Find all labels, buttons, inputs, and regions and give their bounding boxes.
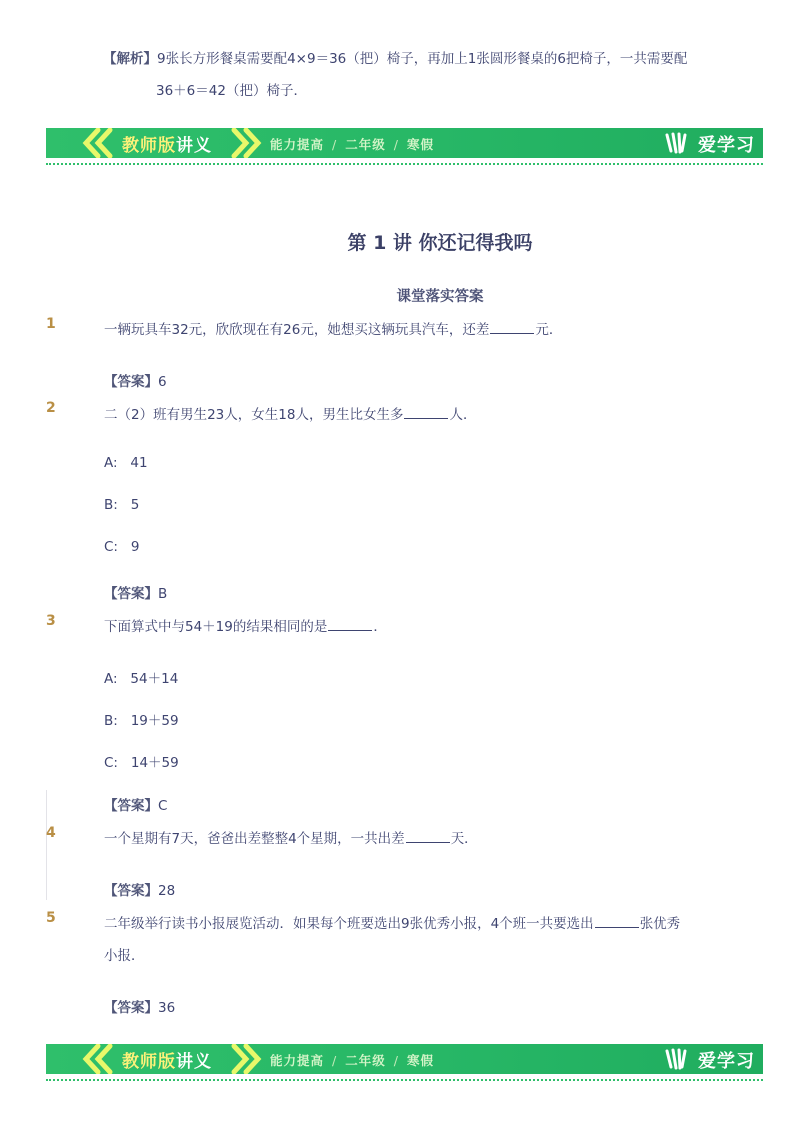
brand-logo-text: 爱学习	[698, 1051, 755, 1072]
crumb-term: 寒假	[406, 1053, 434, 1068]
banner-breadcrumb	[270, 135, 434, 153]
question-number: 2	[46, 400, 56, 416]
chevron-right-icon	[226, 128, 266, 158]
question-stem: 一个星期有7天，爸爸出差整整4个星期，一共出差	[104, 831, 405, 847]
question-stem-end: ．	[373, 619, 387, 635]
banner-title-part1: 教师版	[122, 136, 176, 156]
option-item	[104, 667, 178, 687]
analysis-text: 9张长方形餐桌需要配4×9＝36（把）椅子，再加上1张圆形餐桌的6把椅子，一共需要配	[157, 51, 688, 67]
analysis-tag: 【解析】	[103, 51, 157, 67]
question-stem: 下面算式中与54＋19的结果相同的是	[104, 619, 328, 635]
question-text	[104, 615, 387, 635]
option-value: 14＋59	[130, 755, 179, 771]
option-value: 5	[130, 497, 140, 513]
option-item	[104, 709, 179, 729]
answer-value: 6	[158, 374, 167, 390]
question-text	[104, 318, 562, 338]
answer-line	[104, 794, 167, 814]
book-logo-icon	[665, 131, 689, 155]
answer-tag: 【答案】	[104, 798, 158, 814]
answer-line	[104, 370, 167, 390]
option-label: B:	[104, 497, 118, 513]
question-stem: 一辆玩具车32元，欣欣现在有26元，她想买这辆玩具汽车，还差	[104, 322, 490, 338]
question-number: 4	[46, 825, 56, 841]
crumb-separator: /	[393, 1053, 399, 1068]
answer-blank	[404, 406, 448, 419]
analysis-line-2: 36＋6＝42（把）椅子．	[156, 83, 307, 99]
option-value: 54＋14	[130, 671, 179, 687]
answer-tag: 【答案】	[104, 1000, 158, 1016]
crumb-separator: /	[393, 137, 399, 152]
option-label: C:	[104, 755, 118, 771]
question-stem-end: 张优秀	[639, 916, 681, 932]
section-title: 课堂落实答案	[396, 289, 484, 305]
banner-title-part2: 讲义	[176, 1052, 212, 1072]
answer-blank	[595, 915, 639, 928]
crumb-grade: 二年级	[345, 1053, 386, 1068]
question-stem: 二（2）班有男生23人，女生18人，男生比女生多	[104, 407, 404, 423]
answer-value: 28	[158, 883, 176, 899]
banner-title-part2: 讲义	[176, 136, 212, 156]
answer-line	[104, 582, 167, 602]
answer-blank	[328, 618, 372, 631]
option-item	[104, 455, 148, 471]
question-stem: 二年级举行读书小报展览活动．如果每个班要选出9张优秀小报，4个班一共要选出	[104, 916, 594, 932]
banner-title	[122, 1047, 212, 1072]
question-stem-end: 人．	[449, 407, 477, 423]
option-label: B:	[104, 713, 118, 729]
answer-tag: 【答案】	[104, 883, 158, 899]
option-item	[104, 497, 139, 513]
answer-blank	[406, 830, 450, 843]
crumb-grade: 二年级	[345, 137, 386, 152]
banner-title	[122, 131, 212, 156]
answer-line	[104, 996, 175, 1016]
answer-blank	[490, 321, 534, 334]
crumb-term: 寒假	[406, 137, 434, 152]
option-value: 9	[130, 539, 140, 555]
analysis-line-1	[103, 47, 687, 67]
book-logo-icon	[665, 1047, 689, 1071]
crumb-level: 能力提高	[270, 1053, 325, 1068]
question-number: 3	[46, 613, 56, 629]
chevron-left-icon	[80, 1044, 120, 1074]
option-item	[104, 539, 139, 555]
crumb-level: 能力提高	[270, 137, 325, 152]
lecture-title: 第 1 讲 你还记得我吗	[347, 232, 533, 254]
question-text	[104, 403, 476, 423]
question-stem-end: 元．	[535, 322, 563, 338]
question-text	[104, 827, 478, 847]
header-banner	[46, 128, 763, 158]
question-text-line2: 小报．	[104, 948, 145, 964]
answer-value: C	[158, 798, 168, 814]
option-label: A:	[104, 671, 118, 687]
answer-value: B	[158, 586, 168, 602]
brand-logo-text: 爱学习	[698, 135, 755, 156]
option-label: A:	[104, 455, 118, 471]
answer-line	[104, 879, 175, 899]
footer-banner	[46, 1044, 763, 1074]
chevron-left-icon	[80, 128, 120, 158]
margin-rule	[46, 790, 47, 900]
crumb-separator: /	[332, 137, 338, 152]
question-text	[104, 912, 680, 932]
option-value: 41	[130, 455, 148, 471]
question-number: 1	[46, 316, 56, 332]
option-value: 19＋59	[130, 713, 179, 729]
answer-value: 36	[158, 1000, 176, 1016]
chevron-right-icon	[226, 1044, 266, 1074]
question-number: 5	[46, 910, 56, 926]
banner-dotted-rule	[46, 163, 763, 165]
answer-tag: 【答案】	[104, 374, 158, 390]
banner-breadcrumb	[270, 1051, 434, 1069]
option-item	[104, 751, 179, 771]
option-label: C:	[104, 539, 118, 555]
banner-title-part1: 教师版	[122, 1052, 176, 1072]
question-stem-end: 天．	[450, 831, 478, 847]
answer-tag: 【答案】	[104, 586, 158, 602]
banner-dotted-rule	[46, 1079, 763, 1081]
crumb-separator: /	[332, 1053, 338, 1068]
